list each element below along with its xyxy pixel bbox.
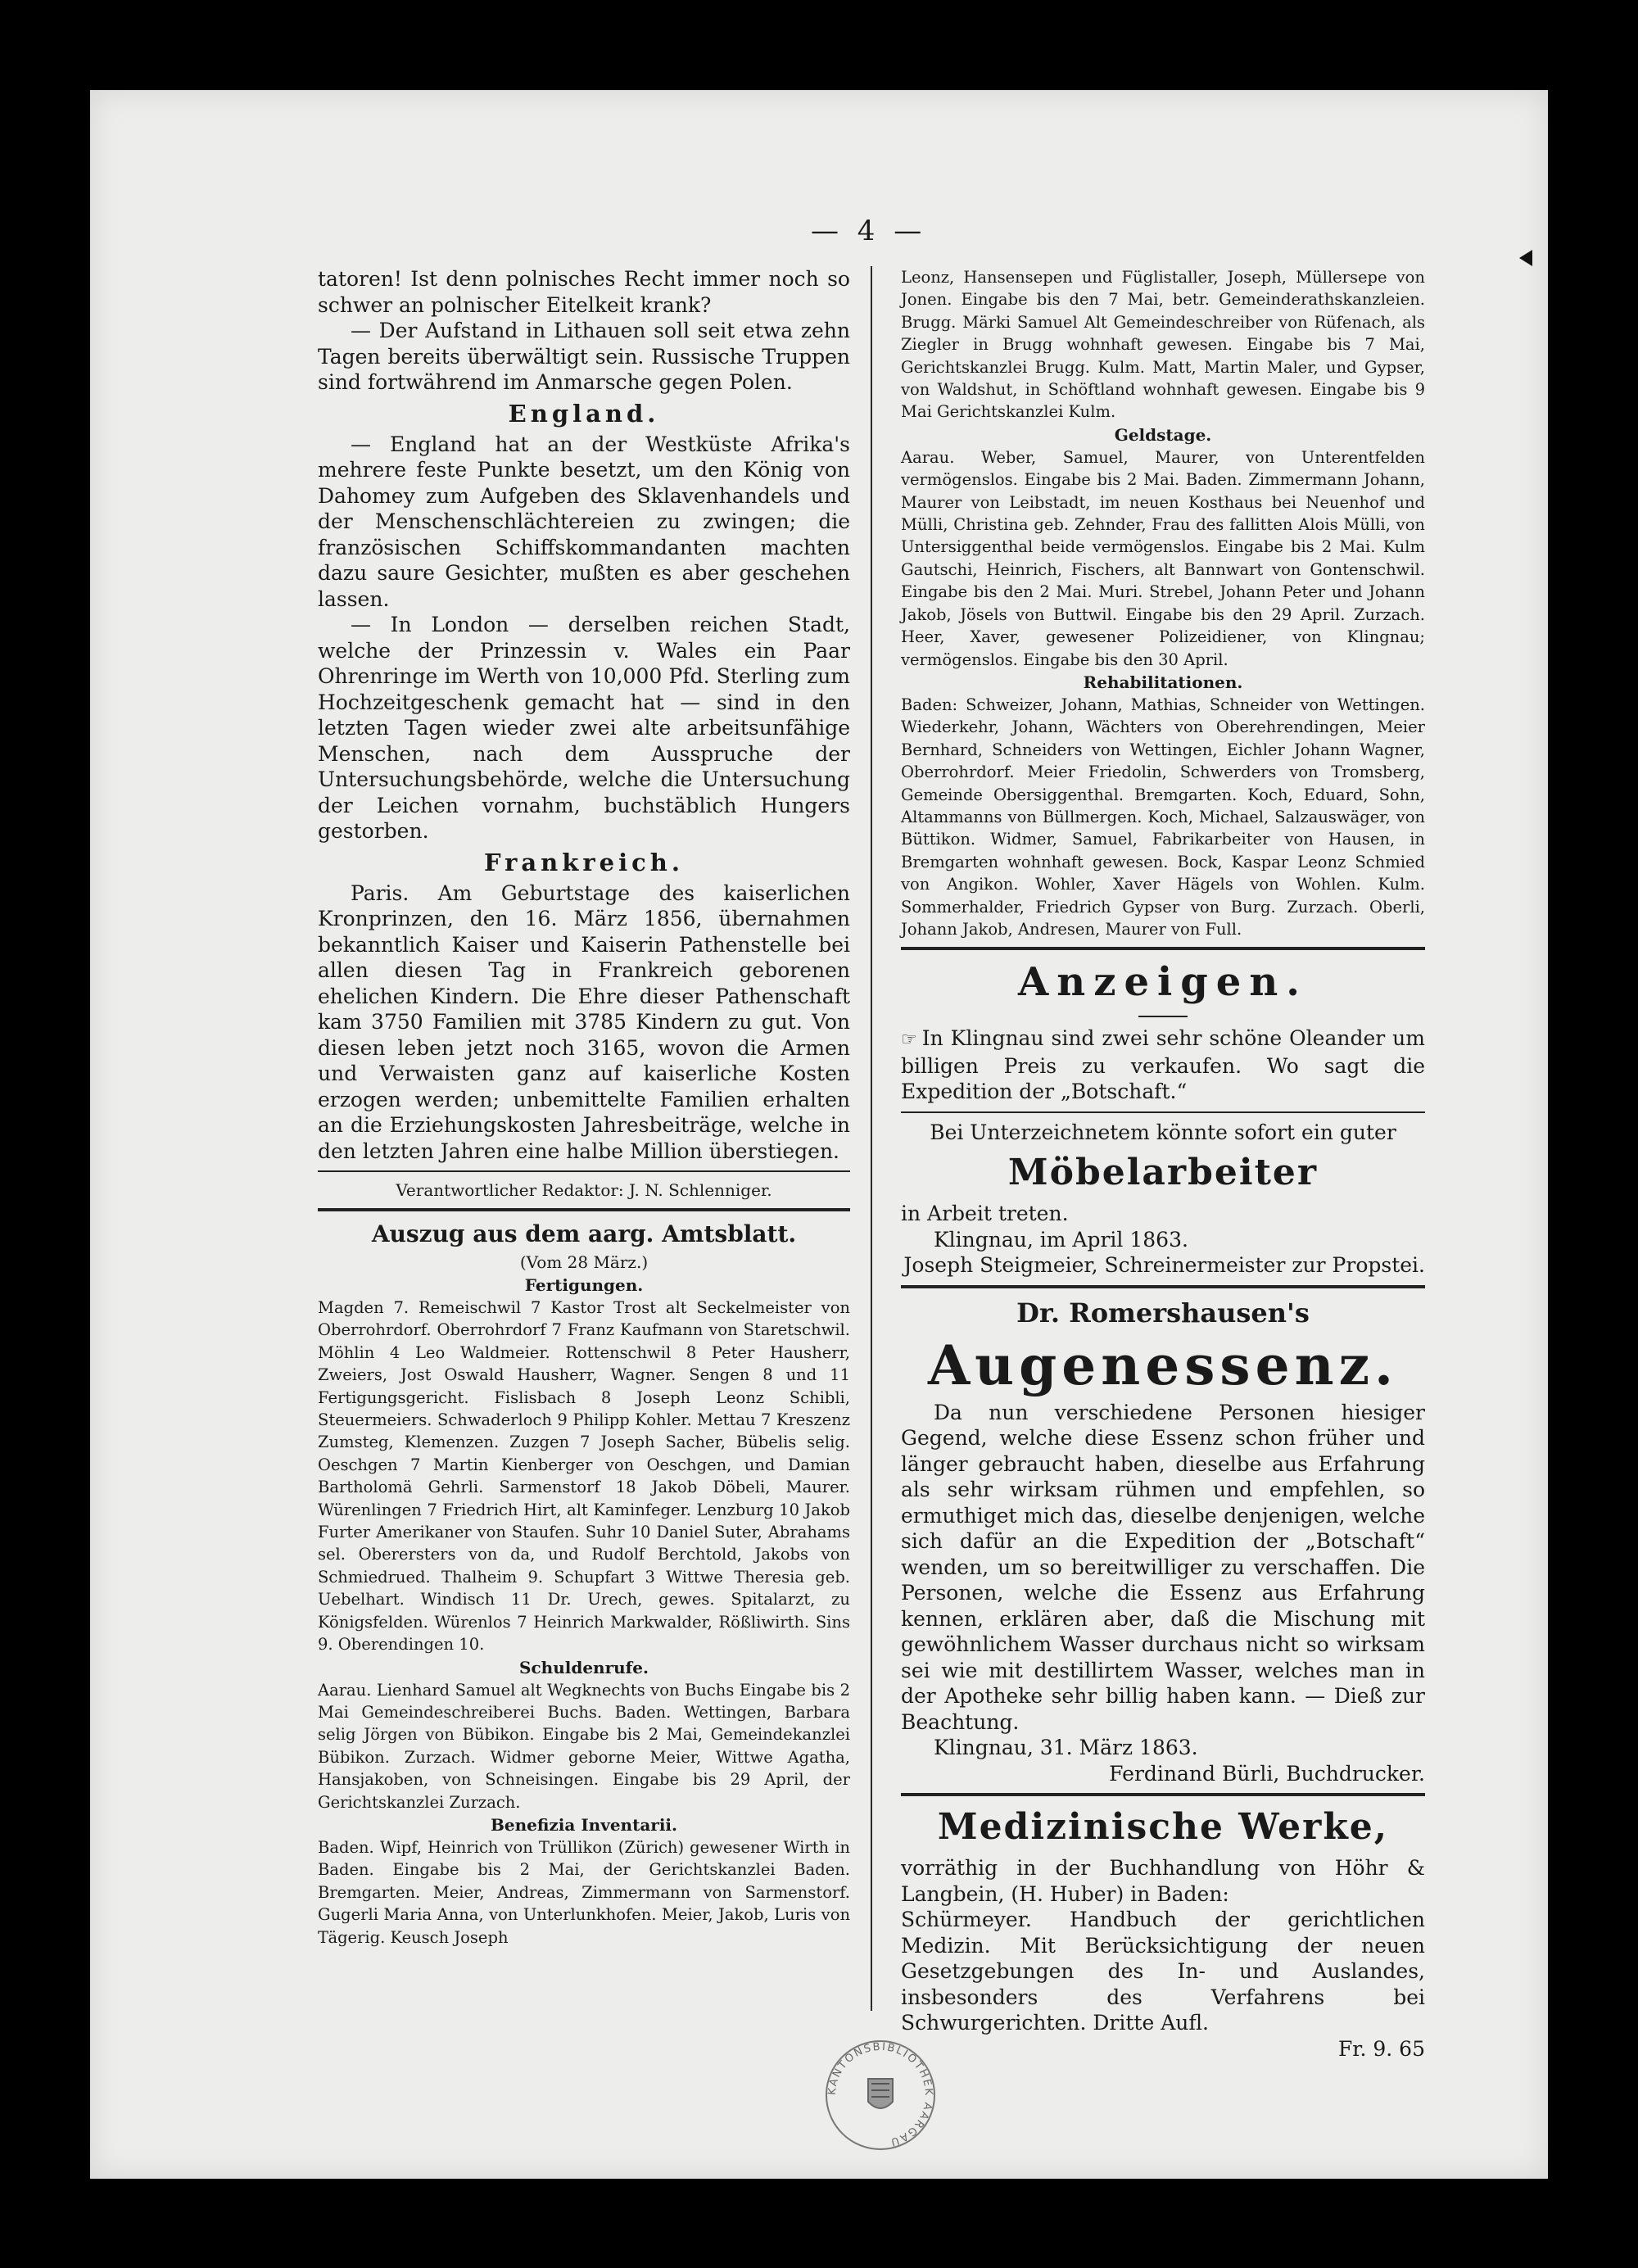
ad-essenz-text: Da nun verschiedene Personen hiesiger Gegend, welche diese Essenz schon früher und länger gebraucht haben, dieselbe aus Erfahrung als sehr wirksam rühmen und empfehlen, so ermuthiget mich das, dieselbe denjenigen, welche sich dafür an die Expedition der „Botschaft“ wenden, um so bereitwilliger zu verschaffen. Die Personen, welche die Essenz aus Erfahrung kennen, erklären aber, daß die Mischung mit gewöhnlichem Wasser durchaus nicht so wirksam sei wie mit destillirtem Wasser, welches man in der Apotheke sehr billig haben kann. — Dieß zur Beachtung. bbox=[901, 1400, 1425, 1734]
editor-line: Verantwortlicher Redaktor: J. N. Schlenniger. bbox=[396, 1180, 772, 1200]
column-divider bbox=[871, 266, 872, 2011]
ad-moebel-title: Möbelarbeiter bbox=[1007, 1152, 1319, 1194]
amtsblatt-date: (Vom 28 März.) bbox=[519, 1252, 649, 1272]
ad-books-intro: vorräthig in der Buchhandlung von Höhr & Langbein, (H. Huber) in Baden: bbox=[901, 1856, 1425, 1906]
ad-books-price: Fr. 9. 65 bbox=[1337, 2036, 1425, 2061]
heading-geldstage: Geldstage. bbox=[1114, 424, 1212, 445]
ad-essenz-place: Klingnau, 31. März 1863. bbox=[934, 1736, 1198, 1760]
heading-benefizia: Benefizia Inventarii. bbox=[491, 1814, 677, 1835]
article-england-africa: — England hat an der Westküste Afrika's mehrere feste Punkte besetzt, um den König von Dahomey zum Aufgeben des Sklavenhandels und der Menschenschlächtereien zu zwingen; die französischen Schiffskommandanten machten dazu saure Gesichter, mußten es aber geschehen lassen. bbox=[318, 432, 850, 611]
heading-frankreich: Frankreich. bbox=[484, 848, 684, 876]
right-column bbox=[901, 266, 1425, 2062]
ad-essenz-signature: Ferdinand Bürli, Buchdrucker. bbox=[1109, 1761, 1425, 1786]
heading-england: England. bbox=[508, 399, 660, 428]
divider bbox=[1138, 1016, 1188, 1017]
divider bbox=[901, 1285, 1425, 1288]
divider bbox=[318, 1208, 850, 1211]
ad-oleander: In Klingnau sind zwei sehr schöne Oleander um billigen Preis zu verkaufen. Wo sagt die Expedition der „Botschaft.“ bbox=[901, 1026, 1425, 1104]
ad-books-text: Schürmeyer. Handbuch der gerichtlichen Medizin. Mit Berücksichtigung der neuen Gesetzgebungen des In- und Auslandes, insbesonders des Verfahrens bei Schwurgerichten. Dritte Aufl. bbox=[901, 1908, 1425, 2035]
fertigungen-list: Magden 7. Remeischwil 7 Kastor Trost alt Seckelmeister von Oberrohrdorf. Oberrohrdorf 7 Franz Kaufmann von Staretschwil. Möhlin 4 Leo Waldmeier. Rottenschwil 8 Peter Hausherr, Zweiers, Jost Oswald Hausherr, Wagner. Sengen 8 und 11 Fertigungsgericht. Fislisbach 8 Joseph Leonz Schibli, Steuermeiers. Schwaderloch 9 Philipp Kohler. Mettau 7 Kreszenz Zumsteg, Klemenzen. Zuzgen 7 Joseph Sacher, Bübelis selig. Oeschgen 7 Martin Kienberger von Oeschgen, und Damian Bartholomä Gehrli. Sarmenstorf 18 Jakob Döbeli, Maurer. Würenlingen 7 Friedrich Hirt, alt Kaminfeger. Lenzburg 10 Jakob Furter Amerikaner von Staufen. Suhr 10 Daniel Suter, Abrahams sel. Oberersters von da, und Rudolf Berchtold, Jakobs von Schmiedrued. Thalheim 9. Schupfart 3 Wittwe Theresia geb. Uebelhart. Windisch 11 Dr. Urech, gewes. Spitalarzt, zu Königsfelden. Würenlos 7 Heinrich Markwalder, Rößliwirth. Sins 9. Oberendingen 10. bbox=[318, 1298, 850, 1655]
ad-moebel-intro: Bei Unterzeichnetem könnte sofort ein guter bbox=[930, 1120, 1396, 1144]
article-poland-end: tatoren! Ist denn polnisches Recht immer noch so schwer an polnischer Eitelkeit krank? bbox=[318, 267, 850, 317]
library-stamp-icon bbox=[819, 2030, 942, 2153]
heading-amtsblatt: Auszug aus dem aarg. Amtsblatt. bbox=[371, 1220, 797, 1247]
benefizia-continued: Leonz, Hansensepen und Füglistaller, Joseph, Müllersepe von Jonen. Eingabe bis den 7 Mai, betr. Gemeinderathskanzleien. Brugg. Märki Samuel Alt Gemeindeschreiber von Rüfenach, als Ziegler in Brugg wohnhaft gewesen. Eingabe bis 7 Mai, Gerichtskanzlei Brugg. Kulm. Matt, Martin Maler, und Gypser, von Waldshut, in Schöftland wohnhaft gewesen. Eingabe bis 9 Mai Gerichtskanzlei Kulm. bbox=[901, 268, 1425, 422]
page-number: — 4 — bbox=[811, 215, 927, 247]
ad-moebel-place: Klingnau, im April 1863. bbox=[934, 1227, 1188, 1252]
ad-moebel-signature: Joseph Steigmeier, Schreinermeister zur Propstei. bbox=[903, 1253, 1425, 1278]
heading-fertigungen: Fertigungen. bbox=[524, 1275, 644, 1295]
ad-essenz-title: Augenessenz. bbox=[927, 1333, 1399, 1397]
page-edge-marker bbox=[1519, 250, 1532, 266]
heading-rehabilitationen: Rehabilitationen. bbox=[1083, 672, 1243, 692]
divider bbox=[901, 1111, 1425, 1113]
ad-essenz-brand: Dr. Romershausen's bbox=[1016, 1297, 1310, 1329]
ad-books-title: Medizinische Werke, bbox=[937, 1806, 1389, 1849]
geldstage-list: Aarau. Weber, Samuel, Maurer, von Unterentfelden vermögenslos. Eingabe bis 2 Mai. Baden. Zimmermann Johann, Maurer von Leibstadt, im neuen Kosthaus bei Neuenhof und Mülli, Christina geb. Zehnder, Frau des fallitten Alois Mülli, von Untersiggenthal beide vermögenslos. Eingabe bis 2 Mai. Kulm Gautschi, Heinrich, Fischers, alt Bannwart von Gontenschwil. Eingabe bis den 2 Mai. Muri. Strebel, Johann Peter und Johann Jakob, Jösels von Buttwil. Eingabe bis den 29 April. Zurzach. Heer, Xaver, gewesener Polizeidiener, von Klingnau; vermögenslos. Eingabe bis den 30 April. bbox=[901, 447, 1425, 669]
article-london: — In London — derselben reichen Stadt, welche der Prinzessin v. Wales ein Paar Ohrenringe im Werth von 10,000 Pfd. Sterling zum Hochzeitgeschenk gemacht hat — sind in den letzten Tagen wieder zwei alte arbeitsunfähige Menschen, nach dem Ausspruche der Untersuchungsbehörde, welche die Untersuchung der Leichen vornahm, buchstäblich Hungers gestorben. bbox=[318, 613, 850, 843]
divider bbox=[901, 1793, 1425, 1796]
benefizia-list: Baden. Wipf, Heinrich von Trüllikon (Zürich) gewesener Wirth in Baden. Eingabe bis 2 Mai, der Gerichtskanzlei Baden. Bremgarten. Meier, Andreas, Zimmermann von Sarmenstorf. Gugerli Maria Anna, von Unterlunkhofen. Meier, Jakob, Luris von Tägerig. Keusch Joseph bbox=[318, 1837, 850, 1947]
divider bbox=[318, 1170, 850, 1172]
pointing-hand-icon: ☞ bbox=[901, 1030, 917, 1051]
stamp-text: KANTONSBIBLIOTHEK AARGAU bbox=[826, 2040, 935, 2148]
rehabilitationen-list: Baden: Schweizer, Johann, Mathias, Schneider von Wettingen. Wiederkehr, Johann, Wächters von Oberehrendingen, Meier Bernhard, Schneiders von Wettingen, Eichler Johann Wagner, Oberrohrdorf. Meier Friedolin, Schwerders von Tromsberg, Gemeinde Obersiggenthal. Bremgarten. Koch, Eduard, Sohn, Altammanns von Büllmergen. Koch, Michael, Salzauswäger, von Büttikon. Widmer, Samuel, Fabrikarbeiter von Hausen, in Bremgarten wohnhaft gewesen. Bock, Kaspar Leonz Schmied von Angikon. Wohler, Xaver Hägels von Wohlen. Kulm. Sommerhalder, Friedrich Gypser von Burg. Zurzach. Oberli, Johann Jakob, Andresen, Maurer von Full. bbox=[901, 695, 1425, 939]
article-paris: Paris. Am Geburtstage des kaiserlichen Kronprinzen, den 16. März 1856, übernahmen bekanntlich Kaiser und Kaiserin Pathenstelle bei allen diesen Tag in Frankreich geborenen ehelichen Kindern. Die Ehre dieser Pathenschaft kam 3750 Familien mit 3785 Kindern zu gut. Von diesen leben jetzt noch 3165, wovon die Armen und Verwaisten ganz auf kaiserliche Kosten erzogen werden; unbemittelte Familien erhalten an die Erziehungskosten Jahresbeiträge, welche in den letzten Jahren eine halbe Million überstiegen. bbox=[318, 880, 850, 1163]
schuldenrufe-list: Aarau. Lienhard Samuel alt Wegknechts von Buchs Eingabe bis 2 Mai Gemeindeschreiberei Buchs. Baden. Wettingen, Barbara selig Jörgen von Bübikon. Eingabe bis 2 Mai, Gemeindekanzlei Bübikon. Zurzach. Widmer geborne Meier, Wittwe Agatha, Hansjakoben, von Schneisingen. Eingabe bis 29 April, der Gerichtskanzlei Zurzach. bbox=[318, 1680, 850, 1812]
heading-schuldenrufe: Schuldenrufe. bbox=[519, 1657, 649, 1677]
ad-moebel-text: in Arbeit treten. bbox=[901, 1202, 1069, 1226]
heading-anzeigen: Anzeigen. bbox=[1018, 959, 1308, 1006]
left-column bbox=[318, 266, 850, 1949]
divider bbox=[901, 947, 1425, 950]
article-lithuania: — Der Aufstand in Lithauen soll seit etwa zehn Tagen bereits überwältigt sein. Russische Truppen sind fortwährend im Anmarsche gegen Polen. bbox=[318, 319, 850, 394]
